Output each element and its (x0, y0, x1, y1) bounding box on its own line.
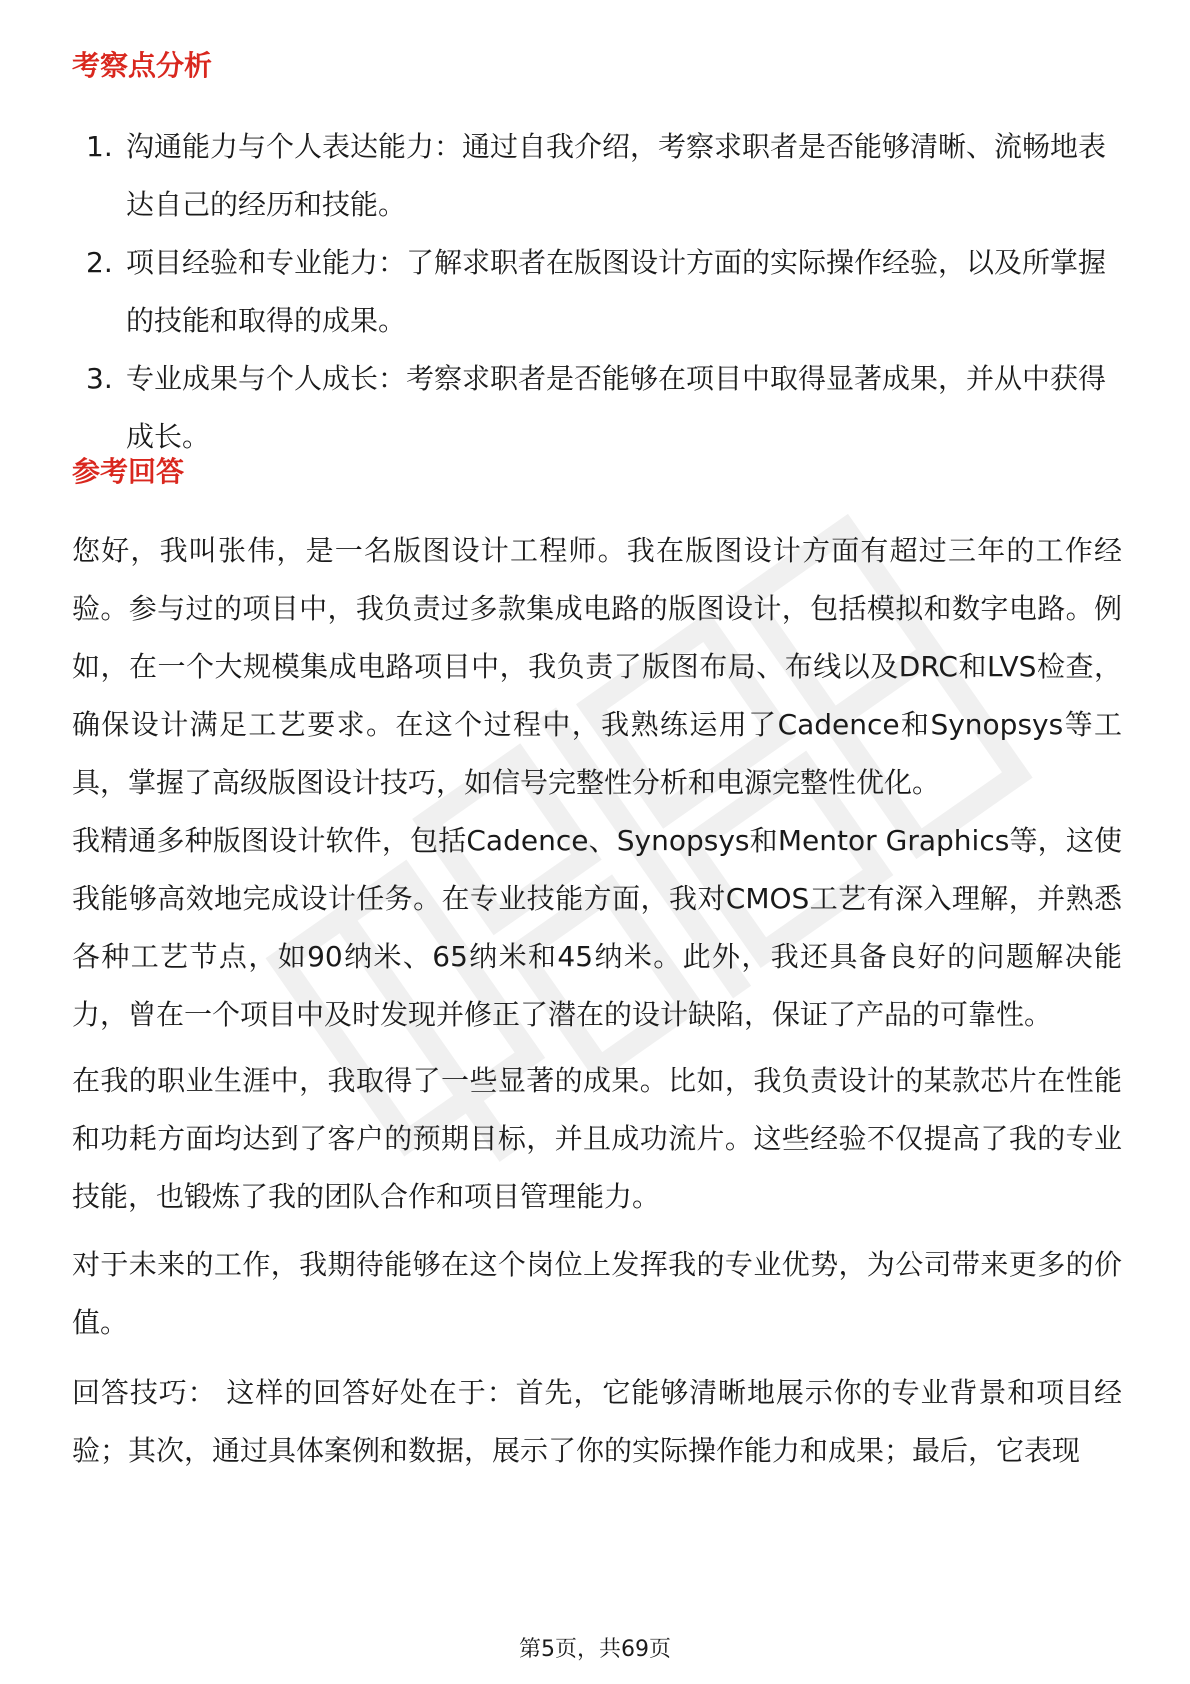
list-item-number: 2. (86, 246, 113, 279)
analysis-list (72, 118, 1132, 466)
list-item (72, 234, 1132, 350)
list-item-number: 1. (86, 130, 113, 163)
answer-paragraph-achievements: 在我的职业生涯中，我取得了一些显著的成果。比如，我负责设计的某款芯片在性能和功耗方面均达到了客户的预期目标，并且成功流片。这些经验不仅提高了我的专业技能，也锻炼了我的团队合作和项目管理能力。 (72, 1064, 1122, 1213)
list-item-text: 项目经验和专业能力：了解求职者在版图设计方面的实际操作经验，以及所掌握的技能和取得的成果。 (126, 246, 1107, 337)
answer-paragraph-skills: 我精通多种版图设计软件，包括Cadence、Synopsys和Mentor Graphics等，这使我能够高效地完成设计任务。在专业技能方面，我对CMOS工艺有深入理解，并熟悉各种工艺节点，如90纳米、65纳米和45纳米。此外，我还具备良好的问题解决能力，曾在一个项目中及时发现并修正了潜在的设计缺陷，保证了产品的可靠性。 (72, 824, 1122, 1031)
answer-tips-paragraph: 回答技巧： 这样的回答好处在于：首先，它能够清晰地展示你的专业背景和项目经验；其次，通过具体案例和数据，展示了你的实际操作能力和成果；最后，它表现 (72, 1376, 1122, 1467)
answer-paragraph-intro: 您好，我叫张伟，是一名版图设计工程师。我在版图设计方面有超过三年的工作经验。参与过的项目中，我负责过多款集成电路的版图设计，包括模拟和数字电路。例如，在一个大规模集成电路项目中，我负责了版图布局、布线以及DRC和LVS检查，确保设计满足工艺要求。在这个过程中，我熟练运用了Cadence和Synopsys等工具，掌握了高级版图设计技巧，如信号完整性分析和电源完整性优化。 (72, 534, 1122, 799)
page-number-footer: 第5页，共69页 (519, 1637, 671, 1662)
answer-section-title: 参考回答 (72, 455, 185, 488)
list-item-text: 专业成果与个人成长：考察求职者是否能够在项目中取得显著成果，并从中获得成长。 (126, 362, 1107, 453)
list-item (72, 350, 1132, 466)
list-item-text: 沟通能力与个人表达能力：通过自我介绍，考察求职者是否能够清晰、流畅地表达自己的经历和技能。 (126, 130, 1107, 221)
analysis-section-title: 考察点分析 (72, 49, 213, 82)
list-item (72, 118, 1132, 234)
answer-paragraph-future: 对于未来的工作，我期待能够在这个岗位上发挥我的专业优势，为公司带来更多的价值。 (72, 1248, 1122, 1339)
list-item-number: 3. (86, 362, 113, 395)
